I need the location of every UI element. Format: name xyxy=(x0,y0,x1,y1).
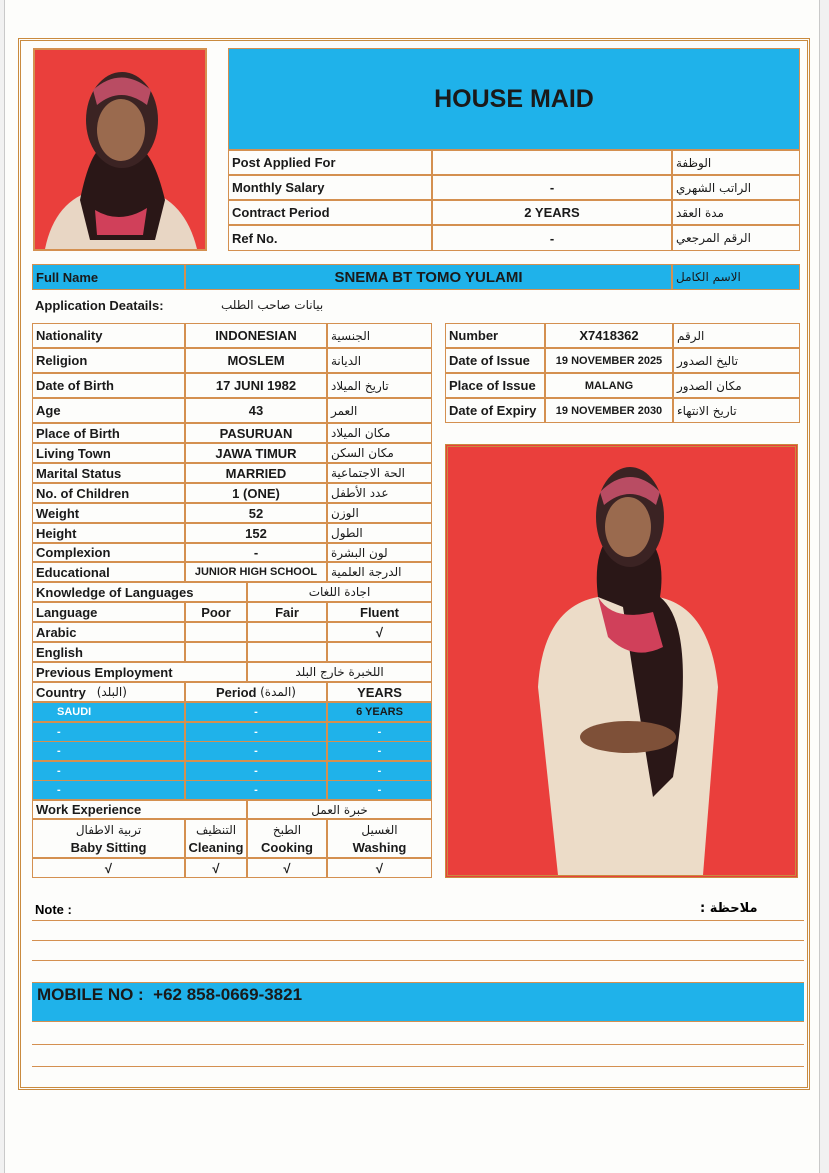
period-header-ar: (المدة) xyxy=(260,685,296,699)
cleaning-label: Cleaning xyxy=(185,838,247,858)
educational-arabic: الدرجة العلمية xyxy=(327,562,432,582)
marital-status-value: MARRIED xyxy=(185,463,327,483)
date-of-expiry-label: Date of Expiry xyxy=(445,398,545,423)
employment-row-years: - xyxy=(327,761,432,781)
note-line-1 xyxy=(32,920,804,921)
full-name-label: Full Name xyxy=(32,264,185,290)
nationality-label: Nationality xyxy=(32,323,185,348)
full-name-arabic: الاسم الكامل xyxy=(672,264,800,290)
application-details-arabic: بيانات صاحب الطلب xyxy=(221,298,324,312)
country-column-header xyxy=(32,682,185,702)
baby-sitting-label: Baby Sitting xyxy=(32,838,185,858)
mobile-bar xyxy=(32,982,804,1022)
date-of-birth-label: Date of Birth xyxy=(32,373,185,398)
language-english-fair xyxy=(247,642,327,662)
height-label: Height xyxy=(32,523,185,543)
monthly-salary-arabic: الراتب الشهري xyxy=(672,175,800,200)
washing-check: √ xyxy=(327,858,432,878)
no-of-children-arabic: عدد الأطفل xyxy=(327,483,432,503)
cooking-label: Cooking xyxy=(247,838,327,858)
employment-row-country: SAUDI xyxy=(32,702,185,722)
note-label: Note : xyxy=(35,902,72,917)
date-of-birth-arabic: تاريخ الميلاد xyxy=(327,373,432,398)
previous-employment-label: Previous Employment xyxy=(32,662,247,682)
language-column-header: Language xyxy=(32,602,185,622)
height-arabic: الطول xyxy=(327,523,432,543)
educational-label: Educational xyxy=(32,562,185,582)
place-of-issue-arabic: مكان الصدور xyxy=(673,373,800,398)
language-english-fluent xyxy=(327,642,432,662)
language-arabic-fair xyxy=(247,622,327,642)
period-column-header xyxy=(185,682,327,702)
passport-number-value: X7418362 xyxy=(545,323,673,348)
employment-row-years: - xyxy=(327,741,432,761)
contract-period-label: Contract Period xyxy=(228,200,432,225)
complexion-label: Complexion xyxy=(32,543,185,562)
religion-value: MOSLEM xyxy=(185,348,327,373)
full-name-value: SNEMA BT TOMO YULAMI xyxy=(185,264,672,290)
portrait-photo-small xyxy=(33,48,207,251)
ref-no-value: - xyxy=(432,225,672,251)
language-arabic-poor xyxy=(185,622,247,642)
employment-row-period: - xyxy=(185,702,327,722)
employment-row-country: - xyxy=(32,741,185,761)
work-experience-arabic: خبرة العمل xyxy=(247,800,432,819)
full-body-photo xyxy=(445,444,798,878)
period-header-en: Period xyxy=(216,684,257,700)
educational-value: JUNIOR HIGH SCHOOL xyxy=(185,562,327,582)
previous-employment-arabic: اللخبرة خارج البلد xyxy=(247,662,432,682)
employment-row-period: - xyxy=(185,741,327,761)
post-applied-arabic: الوظفة xyxy=(672,150,800,175)
nationality-value: INDONESIAN xyxy=(185,323,327,348)
employment-row-years: - xyxy=(327,722,432,742)
cleaning-arabic: التنظيف xyxy=(185,819,247,839)
passport-number-label: Number xyxy=(445,323,545,348)
monthly-salary-label: Monthly Salary xyxy=(228,175,432,200)
age-value: 43 xyxy=(185,398,327,423)
post-applied-label: Post Applied For xyxy=(228,150,432,175)
ref-no-label: Ref No. xyxy=(228,225,432,251)
date-of-birth-value: 17 JUNI 1982 xyxy=(185,373,327,398)
note-line-2 xyxy=(32,940,804,941)
document-title: HOUSE MAID xyxy=(228,48,800,150)
employment-row-years: 6 YEARS xyxy=(327,702,432,722)
years-column-header: YEARS xyxy=(327,682,432,702)
note-line-3 xyxy=(32,960,804,961)
height-value: 152 xyxy=(185,523,327,543)
employment-row-period: - xyxy=(185,722,327,742)
place-of-birth-arabic: مكان الميلاد xyxy=(327,423,432,443)
employment-row-period: - xyxy=(185,780,327,800)
religion-arabic: الديانة xyxy=(327,348,432,373)
date-of-expiry-arabic: تاريخ الانتهاء xyxy=(673,398,800,423)
complexion-value: - xyxy=(185,543,327,562)
nationality-arabic: الجنسية xyxy=(327,323,432,348)
place-of-issue-label: Place of Issue xyxy=(445,373,545,398)
fair-column-header: Fair xyxy=(247,602,327,622)
employment-row-years: - xyxy=(327,780,432,800)
fluent-column-header: Fluent xyxy=(327,602,432,622)
cooking-arabic: الطبخ xyxy=(247,819,327,839)
cooking-check: √ xyxy=(247,858,327,878)
no-of-children-label: No. of Children xyxy=(32,483,185,503)
country-header-ar: (البلد) xyxy=(96,685,127,699)
language-english-name: English xyxy=(32,642,185,662)
place-of-issue-value: MALANG xyxy=(545,373,673,398)
note-arabic: ملاحظة : xyxy=(700,901,758,916)
living-town-value: JAWA TIMUR xyxy=(185,443,327,463)
language-arabic-name: Arabic xyxy=(32,622,185,642)
mobile-number: MOBILE NO : +62 858-0669-3821 xyxy=(37,985,303,1004)
baby-sitting-arabic: تربية الاطفال xyxy=(32,819,185,839)
living-town-arabic: مكان السكن xyxy=(327,443,432,463)
weight-value: 52 xyxy=(185,503,327,523)
languages-arabic: اجادة اللغات xyxy=(247,582,432,602)
contract-period-arabic: مدة العقد xyxy=(672,200,800,225)
footer-line-1 xyxy=(32,1044,804,1045)
post-applied-value xyxy=(432,150,672,175)
age-label: Age xyxy=(32,398,185,423)
footer-line-2 xyxy=(32,1066,804,1067)
place-of-birth-label: Place of Birth xyxy=(32,423,185,443)
age-arabic: العمر xyxy=(327,398,432,423)
work-experience-label: Work Experience xyxy=(32,800,247,819)
cleaning-check: √ xyxy=(185,858,247,878)
marital-status-label: Marital Status xyxy=(32,463,185,483)
marital-status-arabic: الحة الاجتماعية xyxy=(327,463,432,483)
ref-no-arabic: الرقم المرجعي xyxy=(672,225,800,251)
place-of-birth-value: PASURUAN xyxy=(185,423,327,443)
passport-number-arabic: الرقم xyxy=(673,323,800,348)
language-arabic-fluent: √ xyxy=(327,622,432,642)
washing-label: Washing xyxy=(327,838,432,858)
complexion-arabic: لون البشرة xyxy=(327,543,432,562)
employment-row-country: - xyxy=(32,761,185,781)
application-details-label: Application Deatails: xyxy=(35,297,164,313)
poor-column-header: Poor xyxy=(185,602,247,622)
baby-sitting-check: √ xyxy=(32,858,185,878)
living-town-label: Living Town xyxy=(32,443,185,463)
no-of-children-value: 1 (ONE) xyxy=(185,483,327,503)
weight-label: Weight xyxy=(32,503,185,523)
employment-row-country: - xyxy=(32,780,185,800)
date-of-issue-arabic: تاليخ الصدور xyxy=(673,348,800,373)
languages-label: Knowledge of Languages xyxy=(32,582,247,602)
monthly-salary-value: - xyxy=(432,175,672,200)
washing-arabic: الغسيل xyxy=(327,819,432,839)
date-of-issue-label: Date of Issue xyxy=(445,348,545,373)
employment-row-period: - xyxy=(185,761,327,781)
employment-row-country: - xyxy=(32,722,185,742)
date-of-expiry-value: 19 NOVEMBER 2030 xyxy=(545,398,673,423)
religion-label: Religion xyxy=(32,348,185,373)
contract-period-value: 2 YEARS xyxy=(432,200,672,225)
date-of-issue-value: 19 NOVEMBER 2025 xyxy=(545,348,673,373)
weight-arabic: الوزن xyxy=(327,503,432,523)
language-english-poor xyxy=(185,642,247,662)
country-header-en: Country xyxy=(36,684,86,700)
